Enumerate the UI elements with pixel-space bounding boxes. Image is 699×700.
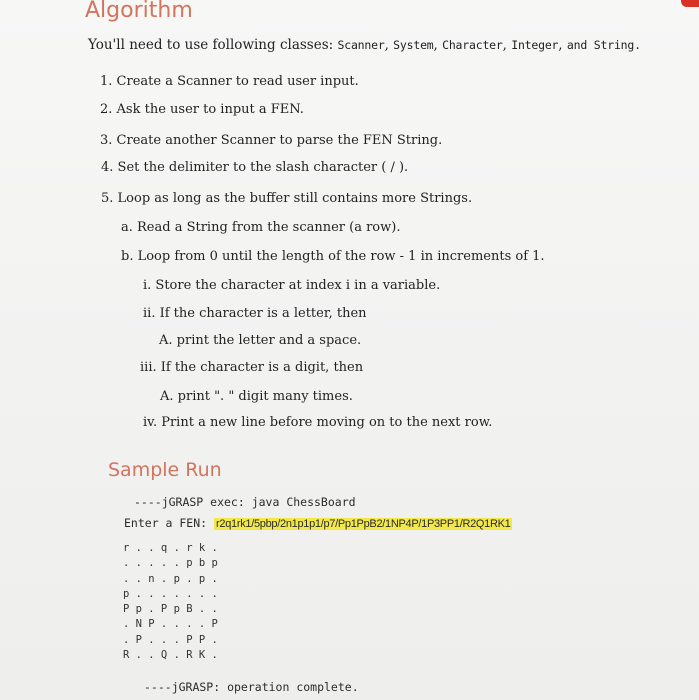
class-system: System xyxy=(393,38,434,52)
sample-run-heading: Sample Run xyxy=(108,459,222,481)
step-2: 2. Ask the user to input a FEN. xyxy=(100,102,304,117)
operation-complete-line: ----jGRASP: operation complete. xyxy=(144,680,359,694)
step-5b-iii-a: A. print ". " digit many times. xyxy=(160,389,353,404)
step-5b-iii: iii. If the character is a digit, then xyxy=(140,360,364,375)
step-5b: b. Loop from 0 until the length of the row - 1 in increments of 1. xyxy=(121,249,545,264)
step-5b-iv: iv. Print a new line before moving on to the next row. xyxy=(143,415,493,430)
board-row: . . n . p . p . xyxy=(123,572,218,585)
class-string: and String. xyxy=(566,38,641,52)
fen-prompt-label: Enter a FEN: xyxy=(124,516,208,530)
notification-badge xyxy=(681,0,699,7)
chess-board-output xyxy=(123,541,218,663)
intro-label: You'll need to use following classes: xyxy=(88,37,334,53)
step-5a: a. Read a String from the scanner (a row). xyxy=(121,220,401,235)
step-4: 4. Set the delimiter to the slash character ( / ). xyxy=(101,160,409,175)
board-row: . P . . . P P . xyxy=(123,633,218,646)
board-row: . N P . . . . P xyxy=(123,618,218,631)
exec-line: ----jGRASP exec: java ChessBoard xyxy=(134,495,356,509)
class-scanner: Scanner xyxy=(337,38,385,52)
board-row: r . . q . r k . xyxy=(123,542,218,554)
step-5b-ii: ii. If the character is a letter, then xyxy=(143,306,367,321)
step-5b-ii-a: A. print the letter and a space. xyxy=(159,333,362,348)
intro-text: You'll need to use following classes: Scanner, System, Character, Integer, and String. xyxy=(88,37,641,53)
board-row: p . . . . . . . xyxy=(123,587,218,600)
step-5: 5. Loop as long as the buffer still contains more Strings. xyxy=(101,191,473,206)
step-5b-i: i. Store the character at index i in a variable. xyxy=(143,278,441,293)
fen-prompt-line xyxy=(124,516,512,532)
step-1: 1. Create a Scanner to read user input. xyxy=(100,74,359,89)
board-row: . . . . . p b p xyxy=(123,557,218,570)
class-character: Character xyxy=(442,38,503,52)
step-3: 3. Create another Scanner to parse the FEN String. xyxy=(100,133,443,148)
board-row: R . . Q . R K . xyxy=(123,649,218,662)
algorithm-heading: Algorithm xyxy=(85,0,193,23)
fen-input-value: r2q1rk1/5pbp/2n1p1p1/p7/Pp1PpB2/1NP4P/1P3PP1/R2Q1RK1 xyxy=(216,518,511,530)
board-row: P p . P p B . . xyxy=(123,603,218,616)
class-integer: Integer xyxy=(511,38,559,52)
